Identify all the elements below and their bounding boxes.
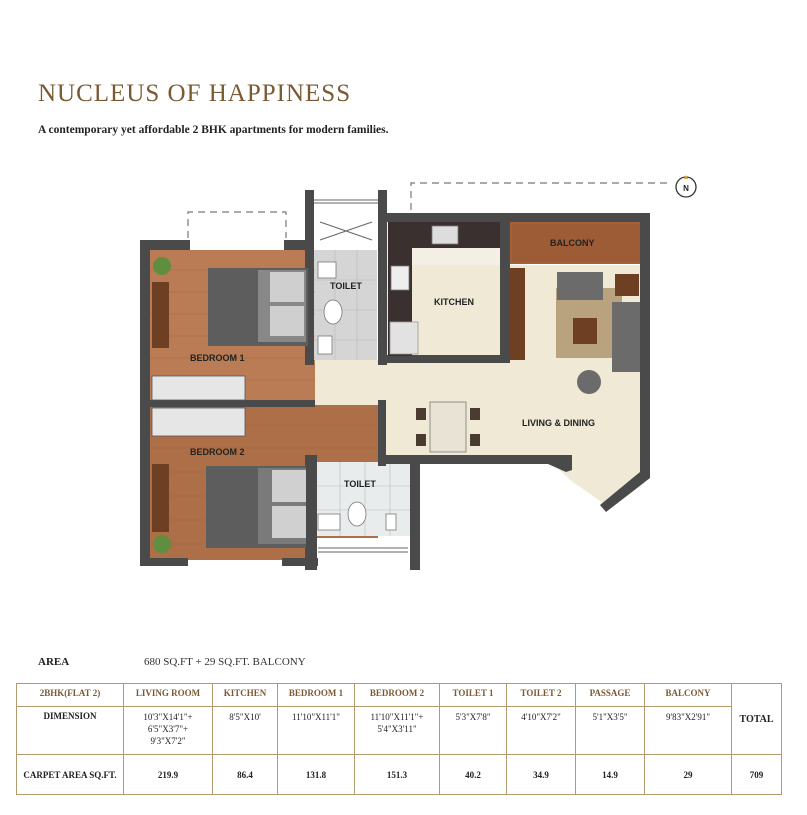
wardrobe-icon bbox=[152, 408, 245, 436]
dining-table-icon bbox=[430, 402, 466, 452]
table-header: TOILET 2 bbox=[507, 684, 576, 707]
carpet-area-cell: 34.9 bbox=[507, 755, 576, 795]
carpet-area-cell: 219.9 bbox=[124, 755, 213, 795]
dimension-line: 9'3"X7'2" bbox=[150, 736, 186, 746]
side-table-icon bbox=[152, 282, 169, 348]
area-table bbox=[16, 683, 782, 795]
carpet-area-cell: 131.8 bbox=[278, 755, 355, 795]
page-subtitle: A contemporary yet affordable 2 BHK apartments for modern families. bbox=[38, 124, 389, 136]
total-header-cell bbox=[732, 684, 782, 755]
dimension-label: DIMENSION bbox=[17, 707, 124, 755]
side-table-icon bbox=[615, 274, 639, 296]
armchair-icon bbox=[577, 370, 601, 394]
table-header: BEDROOM 2 bbox=[355, 684, 440, 707]
table-header: BALCONY bbox=[645, 684, 732, 707]
compass-icon bbox=[676, 175, 696, 197]
tv-unit-icon bbox=[510, 268, 525, 360]
carpet-area-cell: 86.4 bbox=[213, 755, 278, 795]
hob-icon bbox=[432, 226, 458, 244]
plant-icon bbox=[153, 257, 171, 275]
total-value: 709 bbox=[732, 755, 782, 795]
dimension-line: 11'10"X11'1"+ bbox=[370, 712, 424, 722]
page-title: NUCLEUS OF HAPPINESS bbox=[38, 80, 352, 107]
dimension-cell: 5'1"X3'5" bbox=[576, 707, 645, 755]
room-label-bedroom-2: BEDROOM 2 bbox=[190, 447, 245, 457]
table-header: PASSAGE bbox=[576, 684, 645, 707]
table-row bbox=[17, 755, 782, 795]
wardrobe-icon bbox=[152, 376, 245, 400]
table-header: 2BHK(FLAT 2) bbox=[17, 684, 124, 707]
carpet-area-cell: 40.2 bbox=[440, 755, 507, 795]
dimension-cell bbox=[355, 707, 440, 755]
table-header: TOILET 1 bbox=[440, 684, 507, 707]
side-table-icon bbox=[152, 464, 169, 532]
room-label-living-dining: LIVING & DINING bbox=[522, 418, 596, 428]
passage-floor bbox=[315, 360, 380, 405]
dimension-cell: 4'10"X7'2" bbox=[507, 707, 576, 755]
table-row bbox=[17, 707, 782, 755]
sofa-icon bbox=[612, 302, 640, 372]
compass-label: N bbox=[683, 184, 689, 193]
carpet-area-cell: 29 bbox=[645, 755, 732, 795]
sofa-icon bbox=[557, 272, 603, 300]
dimension-line: 10'3"X14'1"+ bbox=[143, 712, 193, 722]
room-label-balcony: BALCONY bbox=[550, 238, 595, 248]
fridge-icon bbox=[390, 322, 418, 354]
dimension-line: 5'4"X3'11" bbox=[377, 724, 417, 734]
total-label: TOTAL bbox=[739, 713, 774, 725]
room-label-bedroom-1: BEDROOM 1 bbox=[190, 353, 245, 363]
table-header: KITCHEN bbox=[213, 684, 278, 707]
bed-icon bbox=[208, 268, 308, 346]
room-label-toilet-1: TOILET bbox=[330, 281, 362, 291]
carpet-area-cell: 14.9 bbox=[576, 755, 645, 795]
dimension-cell: 11'10"X11'1" bbox=[278, 707, 355, 755]
carpet-area-cell: 151.3 bbox=[355, 755, 440, 795]
dimension-cell: 5'3"X7'8" bbox=[440, 707, 507, 755]
area-value: 680 SQ.FT + 29 SQ.FT. BALCONY bbox=[144, 656, 306, 668]
room-label-toilet-2: TOILET bbox=[344, 479, 376, 489]
dimension-line: 6'5"X3'7"+ bbox=[147, 724, 189, 734]
plant-icon bbox=[153, 535, 171, 553]
sink-icon bbox=[391, 266, 409, 290]
dimension-cell: 8'5"X10' bbox=[213, 707, 278, 755]
coffee-table-icon bbox=[573, 318, 597, 344]
dimension-cell: 9'83"X2'91" bbox=[645, 707, 732, 755]
table-header-row bbox=[17, 684, 782, 707]
toilet2-shaft bbox=[315, 538, 410, 568]
bed-icon bbox=[206, 466, 306, 548]
area-label: AREA bbox=[38, 656, 70, 668]
table-header: BEDROOM 1 bbox=[278, 684, 355, 707]
carpet-area-label: CARPET AREA SQ.FT. bbox=[17, 755, 124, 795]
table-header: LIVING ROOM bbox=[124, 684, 213, 707]
dimension-cell bbox=[124, 707, 213, 755]
room-label-kitchen: KITCHEN bbox=[434, 297, 474, 307]
